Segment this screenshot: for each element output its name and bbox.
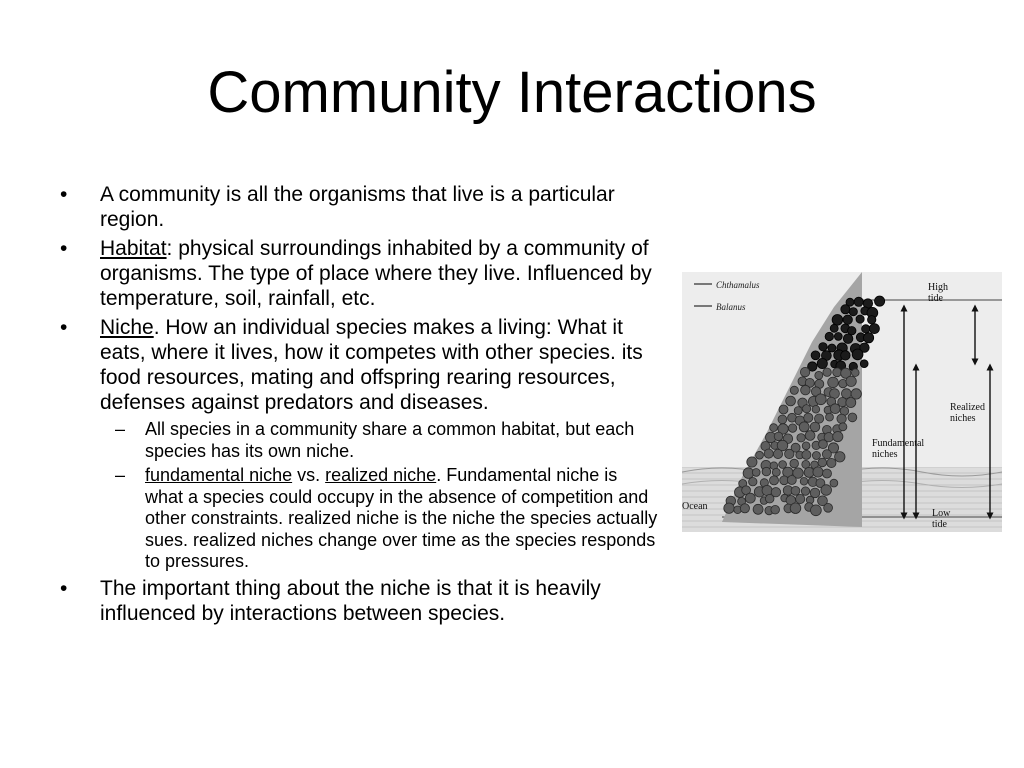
legend-balanus-label: Balanus <box>716 302 746 312</box>
low-tide-label: Low tide <box>932 508 951 530</box>
barnacle <box>811 505 822 516</box>
barnacle <box>794 407 802 415</box>
vs-text: vs. <box>292 465 326 485</box>
barnacle <box>846 376 856 386</box>
barnacle <box>854 297 863 306</box>
barnacle <box>830 479 838 487</box>
barnacle <box>875 296 885 306</box>
barnacle <box>772 468 780 476</box>
barnacle <box>745 493 755 503</box>
barnacle <box>843 315 852 324</box>
barnacle <box>839 423 847 431</box>
barnacle <box>830 324 838 332</box>
barnacle <box>752 469 760 477</box>
barnacle <box>762 485 772 495</box>
barnacle <box>812 452 820 460</box>
high-tide-label: High tide <box>928 282 948 304</box>
bullet-list <box>60 182 660 630</box>
barnacle <box>843 334 853 344</box>
barnacle <box>801 385 811 395</box>
subbullet-text: All species in a community share a common habitat, but each species has its own niche. <box>145 419 635 461</box>
barnacle <box>788 424 796 432</box>
barnacle <box>803 405 811 413</box>
barnacle <box>764 449 773 458</box>
barnacle <box>799 422 809 432</box>
barnacle <box>827 458 836 467</box>
barnacle <box>823 469 832 478</box>
habitat-term: Habitat <box>100 237 167 260</box>
barnacle <box>824 503 833 512</box>
barnacle <box>833 432 843 442</box>
barnacle <box>817 358 827 368</box>
slide-title: Community Interactions <box>207 60 817 125</box>
barnacle <box>800 367 809 376</box>
bullet-marker: • <box>60 576 68 600</box>
barnacle <box>802 442 810 450</box>
barnacle <box>790 386 798 394</box>
barnacle <box>796 494 805 503</box>
bullet-niche <box>60 315 660 415</box>
barnacle <box>842 389 852 399</box>
barnacle <box>834 333 842 341</box>
niche-term: Niche <box>100 316 154 339</box>
barnacle <box>869 324 879 334</box>
barnacle <box>856 315 864 323</box>
barnacle <box>786 396 796 406</box>
bullet-important <box>60 576 660 626</box>
barnacle <box>813 467 823 477</box>
barnacle <box>841 305 850 314</box>
barnacle <box>756 451 764 459</box>
barnacle <box>804 413 813 422</box>
barnacle <box>835 452 845 462</box>
barnacle <box>852 349 863 360</box>
barnacle <box>825 332 833 340</box>
barnacle <box>787 476 796 485</box>
barnacle <box>770 424 778 432</box>
barnacle <box>849 308 857 316</box>
barnacle <box>771 505 780 514</box>
barnacle <box>797 434 805 442</box>
barnacle <box>819 440 828 449</box>
barnacle <box>802 450 811 459</box>
bullet-marker: • <box>60 183 68 206</box>
subbullet-marker: – <box>115 465 126 485</box>
barnacle <box>810 422 820 432</box>
barnacle <box>805 431 815 441</box>
barnacle <box>749 478 757 486</box>
subbullet-marker: – <box>115 419 126 439</box>
barnacle <box>852 369 860 377</box>
barnacle <box>740 504 749 513</box>
barnacle <box>778 415 787 424</box>
barnacle <box>841 351 850 360</box>
barnacle <box>790 503 801 514</box>
bullet-text: The important thing about the niche is that it is heavily influenced by interactions between species. <box>100 576 601 625</box>
barnacle <box>837 414 846 423</box>
barnacle <box>801 487 809 495</box>
barnacle <box>753 504 763 514</box>
barnacle <box>848 413 857 422</box>
realized-niches-label: Realized niches <box>950 402 985 424</box>
barnacle <box>828 377 839 388</box>
bullet-text: A community is all the organisms that live is a particular region. <box>100 183 615 231</box>
barnacle <box>815 371 823 379</box>
subbullet-fundamental-realized <box>60 465 660 573</box>
barnacle <box>811 351 820 360</box>
barnacle <box>800 478 808 486</box>
bullet-marker: • <box>60 237 68 260</box>
barnacle <box>864 333 874 343</box>
legend-chthamalus-label: Chthamalus <box>716 280 760 290</box>
fundamental-niche-term: fundamental niche <box>145 465 293 485</box>
barnacle <box>821 485 832 496</box>
barnacle <box>868 316 876 324</box>
barnacle <box>724 503 734 513</box>
barnacle <box>832 315 843 326</box>
realized-niche-term: realized niche <box>325 465 437 485</box>
barnacle <box>770 476 779 485</box>
barnacle <box>812 406 820 414</box>
barnacle <box>828 344 836 352</box>
barnacle <box>862 325 870 333</box>
barnacle <box>790 459 799 468</box>
barnacle <box>765 494 774 503</box>
barnacle <box>822 450 831 459</box>
barnacle <box>846 398 856 408</box>
barnacle <box>791 486 800 495</box>
barnacle <box>785 449 794 458</box>
barnacle <box>774 432 783 441</box>
barnacle <box>815 394 826 405</box>
bullet-text: . How an individual species makes a living: What it eats, where it lives, how it competes with other species. its food resources, mating and offspring rearing resources, defenses against predators and diseases. <box>100 316 643 414</box>
barnacle <box>773 449 782 458</box>
bullet-community <box>60 182 660 232</box>
barnacle <box>819 343 827 351</box>
bullet-habitat <box>60 236 660 311</box>
barnacle <box>833 368 842 377</box>
barnacle <box>779 461 787 469</box>
fundamental-niches-label: Fundamental niches <box>872 438 925 460</box>
barnacle <box>762 467 771 476</box>
barnacle <box>823 368 831 376</box>
subbullet-shared-habitat <box>60 419 660 462</box>
barnacle <box>826 413 834 421</box>
ocean-label: Ocean <box>682 501 708 512</box>
subbullet-text: . Fundamental niche is what a species could occupy in the absence of competition and other constraints. realized niche is the niche the species actually sues. realized niches change over time as the species responds to pressures. <box>145 465 658 571</box>
barnacle <box>747 457 757 467</box>
barnacle-niche-figure <box>682 272 1002 532</box>
barnacle <box>779 405 788 414</box>
bullet-marker: • <box>60 316 68 339</box>
barnacle <box>860 360 868 368</box>
barnacle <box>830 404 840 414</box>
bullet-text: : physical surroundings inhabited by a community of organisms. The type of place where they live. Influenced by temperature, soil, rainfall, etc. <box>100 237 652 310</box>
barnacle <box>818 458 827 467</box>
